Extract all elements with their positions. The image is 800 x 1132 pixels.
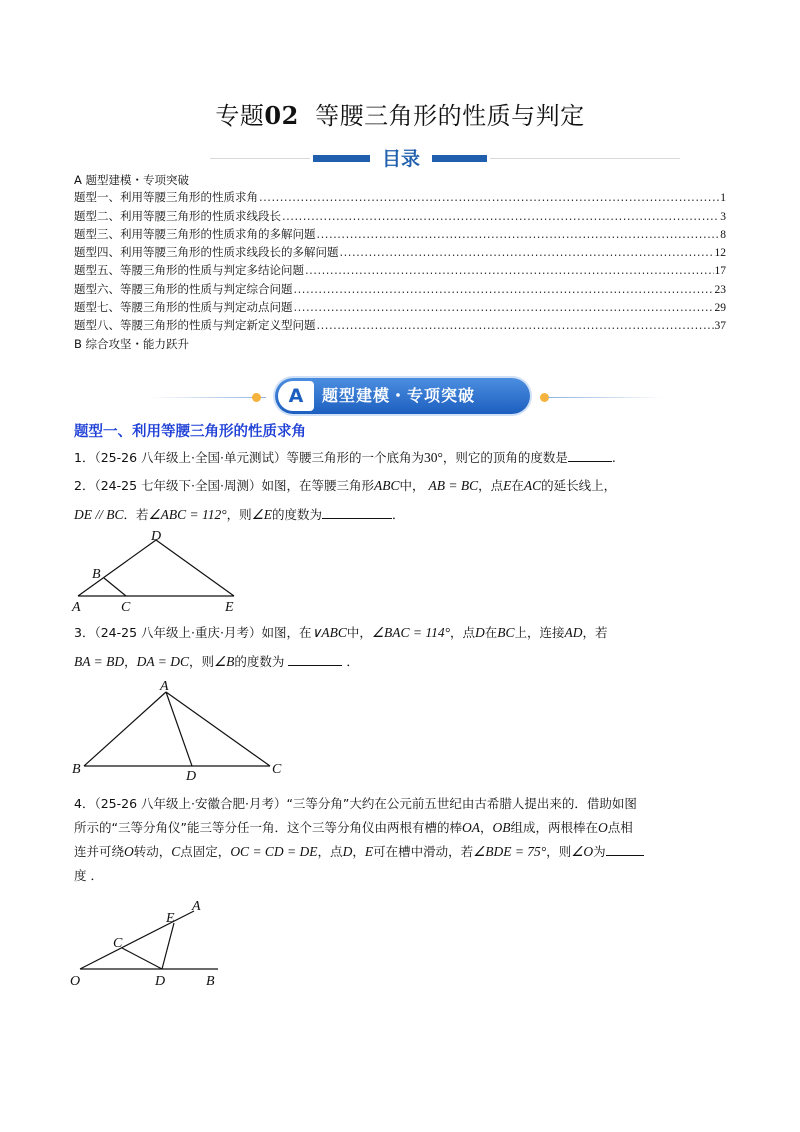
label-b: B [206,974,215,989]
question-text: 为 [593,844,606,859]
math-expr: ∠B [214,654,235,669]
toc-page-number: 8 [720,228,726,241]
question-text: 点相 [607,820,633,835]
label-a: A [160,679,169,694]
toc-heading-label: 目录 [381,148,420,170]
toc-page-number: 12 [714,247,726,260]
decor-bar [432,155,487,162]
question-source: （25-26 八年级上·安徽合肥·月考） [94,796,287,811]
toc-item[interactable] [74,189,726,207]
toc-item-label: 题型三、利用等腰三角形的性质求角的多解问题 [74,226,316,241]
toc-part-a[interactable] [74,172,726,189]
toc-page-number: 1 [720,192,726,205]
math-expr: ∠O [571,844,594,859]
segment-de [162,923,174,969]
label-a: A [72,600,81,615]
question-text: ，则 [546,844,572,859]
math-expr: AB = BC [428,478,479,493]
segment-cd [122,948,162,969]
label-c: C [113,936,123,951]
question-text: 的延长线上， [541,478,617,493]
title-text: 等腰三角形的性质与判定 [315,102,585,130]
question-text: 组成，两根棒在 [510,820,598,835]
math-value: 30° [423,450,443,465]
toc-leader [282,208,719,225]
question-text: 的度数为 [272,507,323,522]
question-text: 可在槽中滑动，若 [373,844,474,859]
math-expr: AD [564,625,583,640]
question-text: ，则 [189,654,215,669]
toc-item[interactable] [74,226,726,244]
label-e: E [225,600,234,615]
math-expr: C [171,844,181,859]
toc-part-label: A 题型建模・专项突破 [74,173,190,187]
edge-ad [166,692,192,766]
answer-blank[interactable] [606,843,644,856]
label-e: E [166,911,175,926]
toc-item-label: 题型六、等腰三角形的性质与判定综合问题 [74,281,293,296]
question-text: “三等分角”大约在公元前五世纪由古希腊人提出来的．借助如图 [286,796,637,811]
question-text: 的度数为 [234,654,285,669]
edge-bc [104,578,126,596]
title-prefix: 专题 [215,102,265,130]
toc-part-b[interactable] [74,336,726,353]
divider [490,158,680,159]
question-text: ， [479,820,493,835]
math-expr: E [364,844,374,859]
question-text: ， [352,844,365,859]
math-expr: OA [461,820,480,835]
label-b: B [92,567,101,582]
question-text: 转动， [133,844,172,859]
page-title [0,96,800,131]
toc-item-label: 题型八、等腰三角形的性质与判定新定义型问题 [74,318,316,333]
table-of-contents [74,172,726,353]
toc-item-label: 题型七、等腰三角形的性质与判定动点问题 [74,300,293,315]
toc-item[interactable] [74,208,726,226]
question-text: 如图，在 [261,625,312,640]
math-expr: DA = DC [136,654,189,669]
answer-blank[interactable] [322,506,392,519]
math-expr: OB [492,820,511,835]
math-expr: BA = BD [74,654,125,669]
divider [150,397,266,398]
question-source: （24-25 七年级下·全国·周测） [94,478,262,493]
toc-item[interactable] [74,244,726,262]
edge-ab [84,692,166,766]
toc-page-number: 29 [714,302,726,315]
question-text: ，若 [582,625,608,640]
figure-q3 [68,676,290,782]
math-expr: BC [497,625,515,640]
question-text: ，点 [449,625,475,640]
math-expr: ∠BDE = 75° [473,844,547,859]
toc-leader [317,317,714,334]
label-c: C [272,762,282,777]
question-text: ，则 [226,507,252,522]
banner-badge: A [278,381,314,411]
math-expr: OC = CD = DE [230,844,318,859]
divider [210,158,310,159]
math-expr: AC [523,478,542,493]
toc-item-label: 题型一、利用等腰三角形的性质求角 [74,190,258,205]
question-number: 4． [74,796,95,811]
question-source: （25-26 八年级上·全国·单元测试） [94,450,287,465]
edge-de [156,540,234,596]
question-text: 在 [511,478,524,493]
math-expr: D [475,625,485,640]
label-d: D [155,974,166,989]
toc-leader [317,226,720,243]
question-text: ，则它的顶角的度数是 [442,450,568,465]
question-3 [74,623,734,672]
rod-oa [80,911,194,969]
math-expr: D [342,844,353,859]
decor-bar [313,155,370,162]
toc-item[interactable] [74,317,726,335]
toc-page-number: 17 [714,265,726,278]
toc-item[interactable] [74,299,726,317]
answer-blank[interactable] [568,449,612,462]
question-source: （24-25 八年级上·重庆·月考） [94,625,262,640]
label-b: B [72,762,81,777]
toc-leader [294,299,714,316]
toc-item-label: 题型四、利用等腰三角形的性质求线段长的多解问题 [74,245,339,260]
question-text: 如图，在等腰三角形 [261,478,374,493]
divider [548,397,664,398]
toc-item-label: 题型五、等腰三角形的性质与判定多结论问题 [74,263,304,278]
toc-leader [305,262,714,279]
toc-leader [340,244,714,261]
figure-q4 [66,895,226,989]
question-text: ．若 [123,507,149,522]
question-4 [74,792,734,888]
section-title: 题型一、利用等腰三角形的性质求角 [74,424,306,440]
title-number: 02 [264,101,299,130]
label-o: O [70,974,81,989]
question-text: 度 ． [74,868,103,883]
label-a: A [192,899,201,914]
toc-part-label: B 综合攻坚・能力跃升 [74,336,190,351]
question-text: 中， [346,625,372,640]
edge-ac [166,692,270,766]
toc-item-label: 题型二、利用等腰三角形的性质求线段长 [74,208,281,223]
math-expr: ∨ABC [311,625,347,640]
section-banner [0,374,800,418]
toc-page-number: 23 [714,283,726,296]
math-expr: ∠E [251,507,272,522]
math-expr: DE // BC [74,507,124,522]
label-d: D [151,529,162,544]
question-2 [74,476,734,525]
banner-text: 题型建模・专项突破 [322,386,476,405]
toc-page-number: 37 [714,320,726,333]
question-text: . [611,450,616,465]
question-text: 所示的“三等分角仪”能三等分任一角．这个三等分角仪由两根有槽的棒 [74,820,462,835]
question-text: ，点 [317,844,343,859]
question-text: ． [346,654,359,669]
question-text: ． [392,507,405,522]
question-number: 2． [74,478,95,493]
toc-item[interactable] [74,262,726,280]
math-expr: ∠BAC = 114° [371,625,450,640]
math-expr: ∠ABC = 112° [148,507,227,522]
math-expr: O [124,844,134,859]
math-expr: E [503,478,512,493]
decor-dot [252,393,261,402]
question-text: 点固定， [180,844,231,859]
toc-leader [259,189,719,206]
label-d: D [186,769,197,782]
question-text: ， [124,654,137,669]
toc-heading [0,144,800,174]
question-text: 在 [484,625,498,640]
toc-page-number: 3 [720,210,726,223]
figure-q2 [70,526,250,618]
edge-ad [78,540,156,596]
label-c: C [121,600,131,615]
math-expr: ABC [373,478,400,493]
question-text: ，点 [478,478,504,493]
math-expr: O [597,820,608,835]
question-text: 连并可绕 [74,844,125,859]
question-number: 3． [74,625,95,640]
question-1 [74,448,734,468]
toc-item[interactable] [74,281,726,299]
toc-leader [294,281,714,298]
question-text: 上，连接 [514,625,565,640]
question-text: 中， [399,478,425,493]
answer-blank[interactable] [288,653,342,666]
question-text: 等腰三角形的一个底角为 [286,450,424,465]
question-number: 1． [74,450,95,465]
